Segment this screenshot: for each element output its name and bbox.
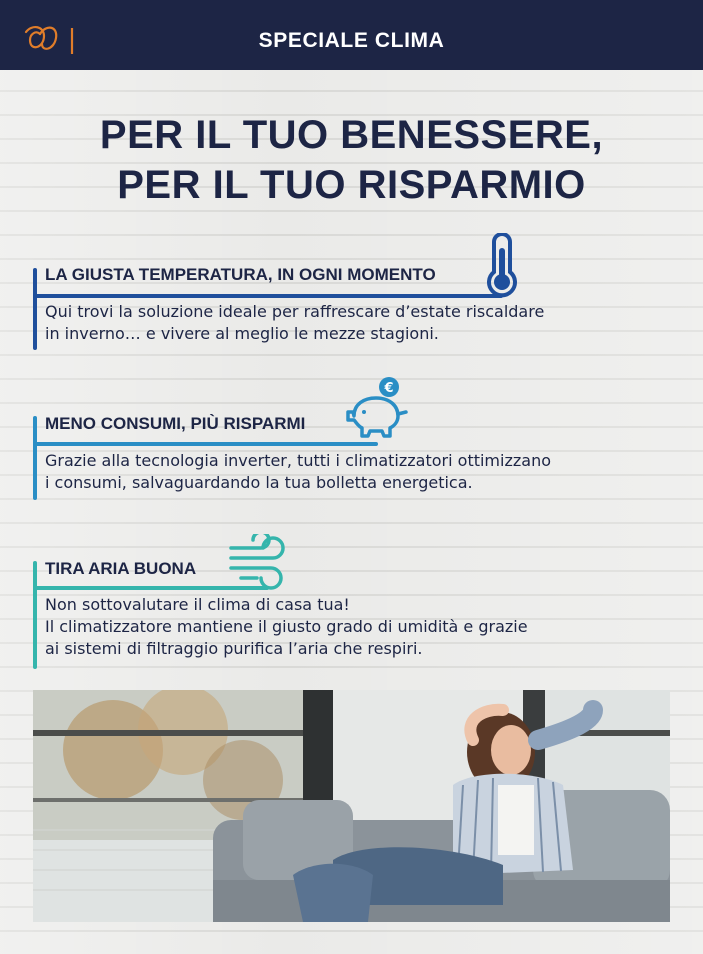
section-heading: LA GIUSTA TEMPERATURA, IN OGNI MOMENTO	[45, 265, 436, 284]
section-underline	[33, 294, 503, 298]
section-body-line: Non sottovalutare il clima di casa tua!	[45, 595, 350, 614]
thermometer-icon	[482, 233, 522, 299]
page-headline	[0, 110, 703, 210]
photo-illustration	[33, 690, 670, 922]
section-body-line: ai sistemi di filtraggio purifica l’aria che respiri.	[45, 639, 423, 658]
section-body-line: Qui trovi la soluzione ideale per raffrescare d’estate riscaldare	[45, 302, 545, 321]
section-accent-bar	[33, 416, 37, 500]
svg-text:€: €	[384, 381, 394, 396]
section-body-line: Il climatizzatore mantiene il giusto grado di umidità e grazie	[45, 617, 528, 636]
wind-icon	[227, 534, 291, 590]
section-body-line: i consumi, salvaguardando la tua bolletta energetica.	[45, 473, 473, 492]
section-underline	[33, 442, 378, 446]
piggy-bank-euro-icon	[344, 376, 410, 442]
section-body-line: Grazie alla tecnologia inverter, tutti i climatizzatori ottimizzano	[45, 451, 551, 470]
section-body	[45, 301, 544, 345]
section-accent-bar	[33, 561, 37, 669]
section-heading: TIRA ARIA BUONA	[45, 559, 197, 578]
section-body	[45, 450, 551, 494]
section-title: SPECIALE CLIMA	[258, 29, 445, 52]
section-accent-bar	[33, 268, 37, 350]
section-body	[45, 594, 528, 660]
relaxing-woman-on-sofa-photo	[33, 690, 670, 922]
section-heading: MENO CONSUMI, PIÙ RISPARMI	[45, 414, 306, 433]
headline-line-1: PER IL TUO BENESSERE,	[99, 113, 604, 157]
section-body-line: in inverno… e vivere al meglio le mezze stagioni.	[45, 324, 439, 343]
headline-line-2: PER IL TUO RISPARMIO	[117, 163, 586, 207]
